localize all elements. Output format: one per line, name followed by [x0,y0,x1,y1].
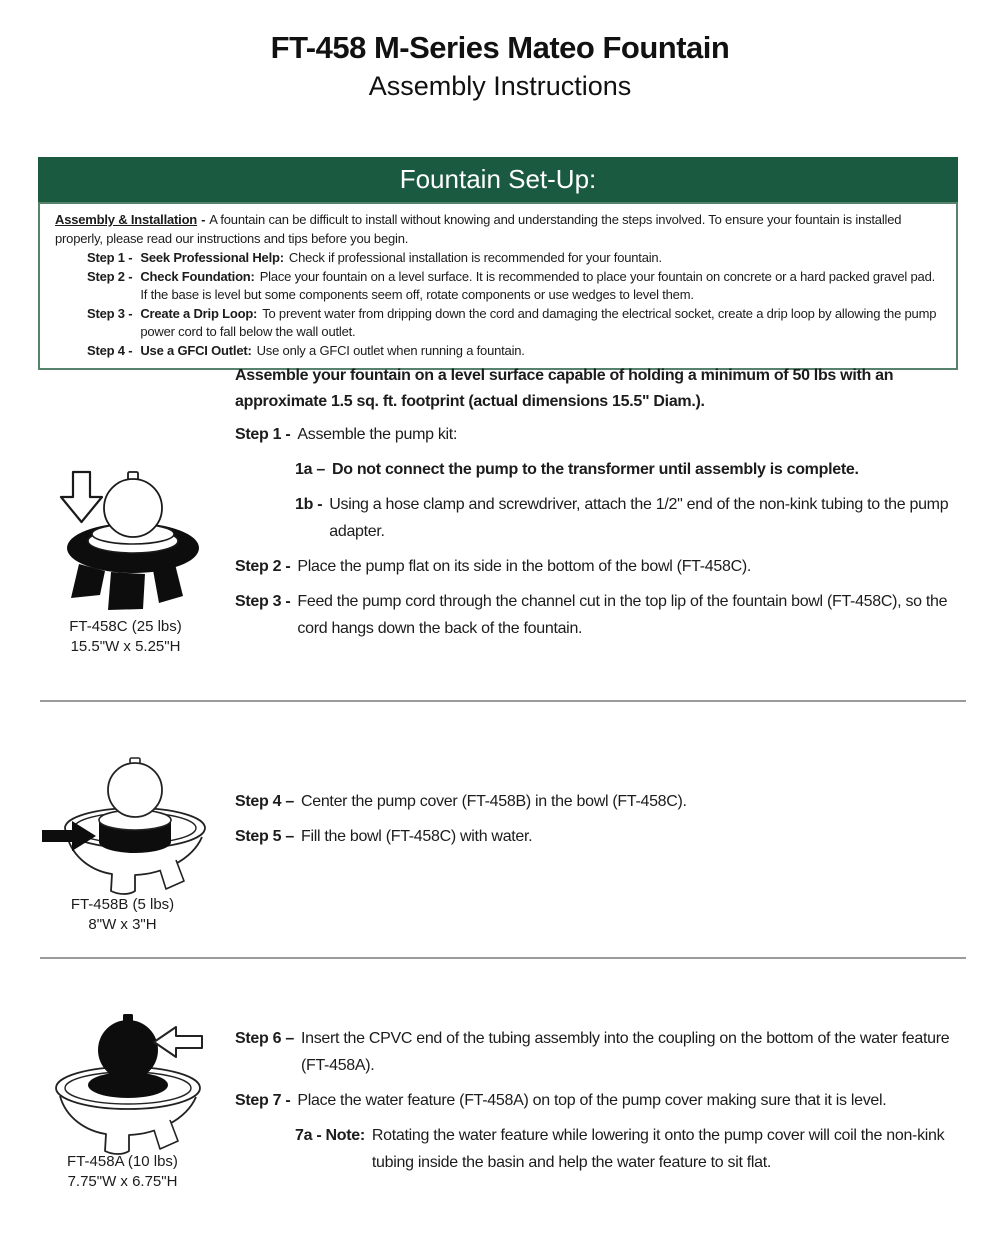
figure-caption-ft458b [40,895,205,935]
figure-ft458b [40,756,208,903]
assembly-step-3 [235,588,970,642]
section-divider [40,700,966,702]
assembly-step-1b [295,491,970,545]
caption-model: FT-458B (5 lbs) [70,896,175,913]
assembly-step-4 [235,788,970,815]
setup-step-1 [87,249,941,268]
step-text: Insert the CPVC end of the tubing assembly into the coupling on the bottom of the water feature (FT-458A). [300,1030,950,1074]
page-subtitle: Assembly Instructions [368,71,632,101]
step-label: 1a – [295,461,325,478]
step-label: Step 2 - [235,558,291,575]
sphere-water-feature [108,758,162,817]
assembly-step-7 [235,1087,970,1114]
figure-caption-ft458c [43,617,208,657]
section-divider [40,957,966,959]
left-arrow-icon [154,1027,202,1057]
step-label: 1b - [295,496,323,513]
setup-intro-paragraph [55,211,941,248]
step-text: Assemble the pump kit: [297,426,458,443]
setup-step-4 [87,342,941,361]
setup-intro-text: A fountain can be difficult to install without knowing and understanding the steps involved. To ensure your fountain is installed properly, please read our instructions and tips before you begin. [55,212,902,246]
step-text: Place your fountain on a level surface. It is recommended to place your fountain on concrete or a hard packed gravel pad. If the base is level but some components seem off, rotate components or use wedges to level them. [140,268,936,302]
step-text: Place the pump flat on its side in the bottom of the bowl (FT-458C). [297,558,752,575]
assembly-step-6 [235,1025,970,1079]
assembly-step-1a: 1a – Do not connect the pump to the transformer until assembly is complete. [295,456,970,483]
step-label: Step 1 - [87,250,133,265]
assembly-step-1 [235,421,970,448]
step-label: Step 3 - [87,305,133,321]
assembly-step-2 [235,553,970,580]
section-header-text: Fountain Set-Up: [399,164,597,194]
step-text: To prevent water from dripping down the cord and damaging the electrical socket, create a drip loop by allowing the pump power cord to fall below the wall outlet. [140,305,937,339]
section-header-bar [38,157,958,202]
setup-intro-separator: - [201,212,206,227]
assembly-steps-section-1 [235,421,970,650]
setup-intro-label: Assembly & Installation [55,212,198,227]
setup-instructions-box [38,202,958,370]
caption-model: FT-458C (25 lbs) [69,618,182,635]
caption-model: FT-458A (10 lbs) [67,1153,178,1170]
step-label: Step 3 - [235,593,291,610]
step-text: Place the water feature (FT-458A) on top of the pump cover making sure that it is level. [297,1092,887,1109]
step-text: Use only a GFCI outlet when running a fountain. [256,342,525,358]
step-text: Check if professional installation is recommended for your fountain. [288,250,662,265]
page-title: FT-458 M-Series Mateo Fountain [270,30,730,65]
figure-ft458a [40,1008,208,1163]
figure-ft458c [45,468,203,621]
pump-cover-illustration [40,756,208,898]
step-text: Center the pump cover (FT-458B) in the bowl (FT-458C). [300,793,687,810]
step-label: Step 1 - [235,426,291,443]
step-label: Step 7 - [235,1092,291,1109]
sphere-water-feature [88,1014,168,1098]
step-label: 7a - Note: [295,1127,365,1144]
step-label: Step 4 - [87,342,133,358]
step-text: Feed the pump cord through the channel cut in the top lip of the fountain bowl (FT-458C), so the cord hangs down the back of the fountain. [297,593,948,637]
step-bold-text: Create a Drip Loop: [140,305,258,321]
step-bold-text: Use a GFCI Outlet: [140,342,252,358]
step-label: Step 2 - [87,268,133,284]
caption-dimensions: 7.75"W x 6.75"H [67,1173,178,1190]
step-text: Fill the bowl (FT-458C) with water. [300,828,533,845]
figure-caption-ft458a [40,1152,205,1192]
assembly-intro-paragraph: Assemble your fountain on a level surface capable of holding a minimum of 50 lbs with an approximate 1.5 sq. ft. footprint (actual dimensions 15.5" Diam.). [235,367,894,410]
step-bold-text: Check Foundation: [140,268,255,284]
fountain-bowl-illustration [45,468,203,616]
assembly-steps-section-2 [235,788,970,858]
caption-dimensions: 15.5"W x 5.25"H [70,638,181,655]
step-text: Rotating the water feature while lowering it onto the pump cover will coil the non-kink tubing inside the basin and help the water feature to sit flat. [371,1127,945,1171]
assembly-step-7a [295,1122,970,1176]
assembly-steps-section-3 [235,1025,970,1184]
step-label: Step 5 – [235,828,294,845]
step-label: Step 6 – [235,1030,294,1047]
water-feature-illustration [40,1008,208,1158]
step-label: Step 4 – [235,793,294,810]
setup-steps-list [87,249,941,360]
down-arrow-icon [61,472,102,522]
sphere-water-feature [104,472,162,537]
setup-step-2 [87,268,941,305]
step-bold-text: Seek Professional Help: [140,250,284,265]
setup-step-3 [87,305,941,342]
assembly-step-5 [235,823,970,850]
caption-dimensions: 8"W x 3"H [88,916,157,933]
step-text: Using a hose clamp and screwdriver, attach the 1/2" end of the non-kink tubing to the pump adapter. [329,496,949,540]
